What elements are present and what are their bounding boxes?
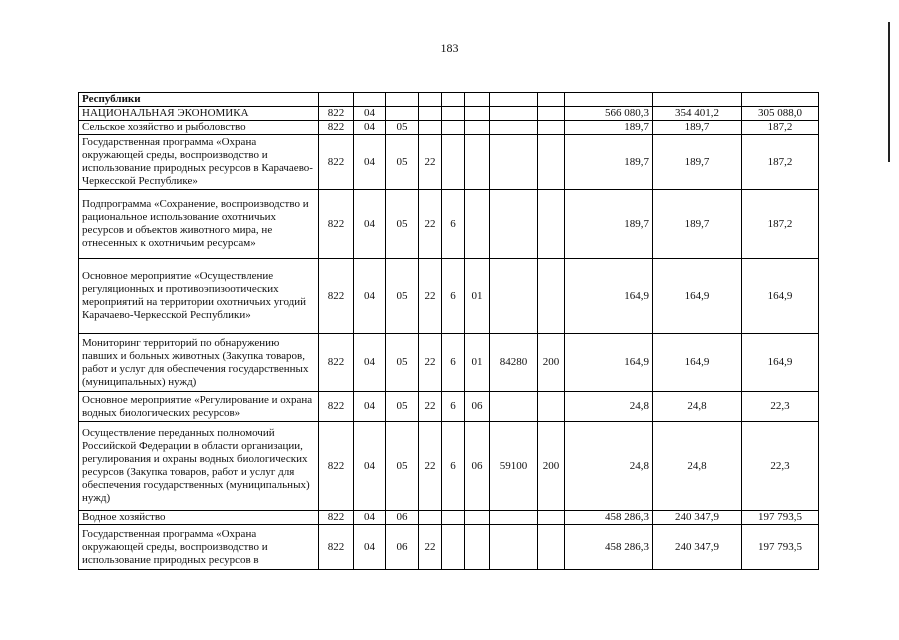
activity-code — [465, 93, 490, 107]
admin-code: 822 — [319, 422, 354, 511]
section-code: 04 — [354, 135, 386, 190]
expense-type-code: 200 — [538, 334, 565, 392]
subsection-code: 06 — [386, 525, 419, 570]
admin-code: 822 — [319, 511, 354, 525]
value-year-3: 22,3 — [742, 422, 819, 511]
subsection-code — [386, 93, 419, 107]
table-row — [79, 511, 819, 525]
value-year-3: 197 793,5 — [742, 525, 819, 570]
subsection-code: 05 — [386, 422, 419, 511]
expense-type-code — [538, 93, 565, 107]
subprogram-code: 6 — [442, 334, 465, 392]
subsection-code: 05 — [386, 259, 419, 334]
program-code — [419, 121, 442, 135]
page-number: 183 — [440, 41, 459, 55]
scan-edge-line — [888, 22, 890, 162]
section-code: 04 — [354, 422, 386, 511]
value-year-1: 24,8 — [565, 422, 653, 511]
subprogram-code: 6 — [442, 259, 465, 334]
admin-code: 822 — [319, 392, 354, 422]
direction-code — [490, 107, 538, 121]
direction-code — [490, 121, 538, 135]
subprogram-code — [442, 107, 465, 121]
program-code: 22 — [419, 334, 442, 392]
subprogram-code — [442, 121, 465, 135]
value-year-1: 566 080,3 — [565, 107, 653, 121]
table-row — [79, 422, 819, 511]
row-name: Сельское хозяйство и рыболовство — [79, 121, 319, 135]
table-row — [79, 259, 819, 334]
program-code — [419, 93, 442, 107]
subprogram-code — [442, 93, 465, 107]
value-year-2: 354 401,2 — [653, 107, 742, 121]
section-code: 04 — [354, 259, 386, 334]
table-row — [79, 190, 819, 259]
subsection-code: 06 — [386, 511, 419, 525]
direction-code — [490, 93, 538, 107]
value-year-2: 189,7 — [653, 190, 742, 259]
value-year-2: 24,8 — [653, 392, 742, 422]
admin-code: 822 — [319, 107, 354, 121]
section-code: 04 — [354, 525, 386, 570]
direction-code — [490, 392, 538, 422]
expense-type-code — [538, 135, 565, 190]
activity-code — [465, 107, 490, 121]
table-row — [79, 525, 819, 570]
subprogram-code — [442, 525, 465, 570]
section-code: 04 — [354, 334, 386, 392]
program-code: 22 — [419, 392, 442, 422]
activity-code: 01 — [465, 259, 490, 334]
table-row — [79, 107, 819, 121]
direction-code: 84280 — [490, 334, 538, 392]
row-name: Мониторинг территорий по обнаружению павших и больных животных (Закупка товаров, работ и услуг для обеспечения государственных (муниципальных) нужд) — [79, 334, 319, 392]
value-year-1: 164,9 — [565, 259, 653, 334]
value-year-3: 187,2 — [742, 135, 819, 190]
value-year-3: 22,3 — [742, 392, 819, 422]
section-code — [354, 93, 386, 107]
admin-code: 822 — [319, 190, 354, 259]
section-code: 04 — [354, 190, 386, 259]
value-year-2: 189,7 — [653, 121, 742, 135]
value-year-1: 189,7 — [565, 135, 653, 190]
value-year-1: 24,8 — [565, 392, 653, 422]
value-year-3: 164,9 — [742, 334, 819, 392]
row-name: Государственная программа «Охрана окружающей среды, воспроизводство и использование природных ресурсов в Карачаево-Черкесской Республике» — [79, 135, 319, 190]
activity-code — [465, 121, 490, 135]
admin-code — [319, 93, 354, 107]
expense-type-code — [538, 511, 565, 525]
admin-code: 822 — [319, 259, 354, 334]
expense-type-code — [538, 107, 565, 121]
activity-code — [465, 135, 490, 190]
activity-code: 06 — [465, 392, 490, 422]
expense-type-code — [538, 392, 565, 422]
value-year-2: 24,8 — [653, 422, 742, 511]
value-year-2: 164,9 — [653, 259, 742, 334]
direction-code — [490, 259, 538, 334]
program-code: 22 — [419, 525, 442, 570]
subsection-code — [386, 107, 419, 121]
activity-code: 06 — [465, 422, 490, 511]
program-code: 22 — [419, 259, 442, 334]
expense-type-code — [538, 259, 565, 334]
row-name: Осуществление переданных полномочий Российской Федерации в области организации, регулирования и охраны водных биологических ресурсов (Закупка товаров, работ и услуг для обеспечения государственных (муниципальных) нужд) — [79, 422, 319, 511]
value-year-1: 458 286,3 — [565, 511, 653, 525]
value-year-1: 458 286,3 — [565, 525, 653, 570]
row-name: Подпрограмма «Сохранение, воспроизводство и рациональное использование охотничьих ресурсов и объектов животного мира, не отнесенных к охотничьим ресурсам» — [79, 190, 319, 259]
value-year-1 — [565, 93, 653, 107]
row-name: Основное мероприятие «Регулирование и охрана водных биологических ресурсов» — [79, 392, 319, 422]
row-name: Республики — [79, 93, 319, 107]
value-year-1: 189,7 — [565, 121, 653, 135]
direction-code — [490, 135, 538, 190]
row-name: Водное хозяйство — [79, 511, 319, 525]
value-year-2: 164,9 — [653, 334, 742, 392]
value-year-2 — [653, 93, 742, 107]
admin-code: 822 — [319, 334, 354, 392]
table-row — [79, 93, 819, 107]
activity-code — [465, 511, 490, 525]
value-year-3: 187,2 — [742, 121, 819, 135]
program-code: 22 — [419, 422, 442, 511]
subprogram-code: 6 — [442, 392, 465, 422]
activity-code — [465, 525, 490, 570]
value-year-3 — [742, 93, 819, 107]
section-code: 04 — [354, 107, 386, 121]
section-code: 04 — [354, 511, 386, 525]
direction-code — [490, 511, 538, 525]
value-year-3: 197 793,5 — [742, 511, 819, 525]
table-row — [79, 392, 819, 422]
admin-code: 822 — [319, 135, 354, 190]
table-row — [79, 334, 819, 392]
program-code — [419, 511, 442, 525]
subprogram-code — [442, 135, 465, 190]
program-code — [419, 107, 442, 121]
value-year-3: 187,2 — [742, 190, 819, 259]
row-name: Основное мероприятие «Осуществление регуляционных и противоэпизоотических мероприятий на территории охотничьих угодий Карачаево-Черкесской Республики» — [79, 259, 319, 334]
activity-code — [465, 190, 490, 259]
value-year-2: 240 347,9 — [653, 511, 742, 525]
section-code: 04 — [354, 121, 386, 135]
subsection-code: 05 — [386, 190, 419, 259]
expense-type-code: 200 — [538, 422, 565, 511]
value-year-3: 164,9 — [742, 259, 819, 334]
subprogram-code: 6 — [442, 422, 465, 511]
activity-code: 01 — [465, 334, 490, 392]
direction-code — [490, 525, 538, 570]
subsection-code: 05 — [386, 334, 419, 392]
admin-code: 822 — [319, 121, 354, 135]
subsection-code: 05 — [386, 392, 419, 422]
row-name: Государственная программа «Охрана окружающей среды, воспроизводство и использование природных ресурсов в — [79, 525, 319, 570]
value-year-2: 189,7 — [653, 135, 742, 190]
value-year-1: 189,7 — [565, 190, 653, 259]
subprogram-code: 6 — [442, 190, 465, 259]
value-year-3: 305 088,0 — [742, 107, 819, 121]
section-code: 04 — [354, 392, 386, 422]
budget-table — [78, 92, 819, 570]
subsection-code: 05 — [386, 135, 419, 190]
expense-type-code — [538, 190, 565, 259]
direction-code — [490, 190, 538, 259]
program-code: 22 — [419, 135, 442, 190]
row-name: НАЦИОНАЛЬНАЯ ЭКОНОМИКА — [79, 107, 319, 121]
expense-type-code — [538, 121, 565, 135]
subsection-code: 05 — [386, 121, 419, 135]
subprogram-code — [442, 511, 465, 525]
value-year-1: 164,9 — [565, 334, 653, 392]
program-code: 22 — [419, 190, 442, 259]
direction-code: 59100 — [490, 422, 538, 511]
table-row — [79, 121, 819, 135]
expense-type-code — [538, 525, 565, 570]
value-year-2: 240 347,9 — [653, 525, 742, 570]
table-row — [79, 135, 819, 190]
admin-code: 822 — [319, 525, 354, 570]
